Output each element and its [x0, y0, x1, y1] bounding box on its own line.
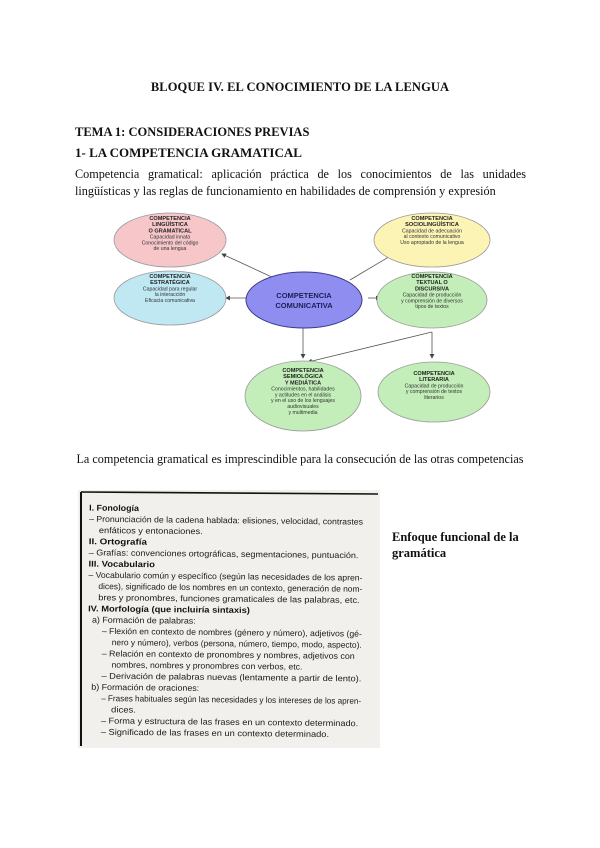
definition-line: lingüísticas y las reglas de funcionamiento en habilidades de comprensión y expresión	[75, 184, 496, 198]
node-center	[246, 272, 362, 328]
node-semiologica-body: y multimedia	[288, 409, 318, 416]
node-semiologica-body: y actitudes en el análisis	[274, 392, 332, 399]
node-center-title: COMPETENCIA	[276, 291, 332, 300]
node-textual-body: Capacidad de producción	[402, 292, 462, 299]
node-sociolinguistica-body: al contexto comunicativo	[403, 234, 461, 241]
node-semiologica-title: COMPETENCIA	[282, 368, 324, 374]
node-estrategica-body: Eficacia comunicativa	[145, 298, 195, 304]
node-semiologica-body: audiovisuales	[287, 404, 319, 410]
syllabus-line: – Flexión en contexto de nombres (género y número), adjetivos (gé-	[101, 625, 355, 639]
definition-paragraph	[75, 166, 526, 200]
node-sociolinguistica-body: Capacidad de adecuación	[402, 228, 462, 235]
syllabus-line: – Derivación de palabras nuevas (lentamente a partir de lento).	[101, 670, 336, 684]
node-textual-title: TEXTUAL O	[416, 280, 448, 287]
node-literaria-body: y comprensión de textos	[405, 389, 463, 396]
side-note-line: gramática	[392, 546, 447, 560]
node-literaria-body: literarios	[424, 395, 444, 401]
syllabus-line: bres y pronombres, funciones gramaticales de las palabras, etc.	[98, 592, 336, 605]
node-literaria-title: COMPETENCIA	[413, 371, 455, 377]
node-sociolinguistica-title: COMPETENCIA	[411, 216, 453, 222]
section-heading: 1- LA COMPETENCIA GRAMATICAL	[75, 145, 302, 160]
document-title: BLOQUE IV. EL CONOCIMIENTO DE LA LENGUA	[150, 80, 450, 94]
syllabus-line: enfáticos y entonaciones.	[98, 525, 194, 537]
node-literaria-title: LITERARIA	[419, 377, 449, 384]
node-linguistica-body: Capacidad innata	[149, 234, 191, 241]
diagram-caption: La competencia gramatical es imprescindible para la consecución de las otras competencias	[76, 452, 524, 466]
syllabus-line: dices.	[111, 704, 133, 715]
side-note-line: Enfoque funcional de la	[392, 530, 519, 544]
syllabus-line: nero y número), verbos (persona, número, tiempo, modo, aspecto).	[111, 637, 362, 650]
node-center-title: COMUNICATIVA	[275, 301, 333, 310]
node-linguistica-body: Conocimiento del código	[141, 240, 199, 247]
node-semiologica-title: SEMIOLÓGICA	[283, 374, 323, 381]
syllabus-line: – Frases habituales según las necesidades y los intereses de los apren-	[101, 693, 369, 706]
definition-line: Competencia gramatical: aplicación práctica de los conocimientos de las unidades	[75, 167, 526, 181]
competencies-diagram	[112, 212, 494, 434]
syllabus-heading: III. Vocabulario	[88, 558, 148, 570]
node-estrategica-body: Capacidad para regular	[142, 286, 198, 293]
node-linguistica-body: de una lengua	[153, 246, 187, 253]
node-semiologica-body: Conocimientos, habilidades	[271, 386, 335, 393]
arrow-textual-semiologica	[308, 332, 432, 362]
syllabus-line: – Grafías: convenciones ortográficas, segmentaciones, puntuación.	[88, 547, 339, 560]
syllabus-heading: I. Fonología	[89, 502, 137, 514]
node-sociolinguistica-title: SOCIOLINGÜÍSTICA	[405, 222, 459, 229]
syllabus-line: – Significado de las frases en un contexto determinado.	[100, 726, 308, 739]
node-linguistica-title: COMPETENCIA	[149, 216, 191, 222]
tema-heading: TEMA 1: CONSIDERACIONES PREVIAS	[75, 125, 310, 139]
syllabus-heading: II. Ortografía	[88, 536, 139, 547]
node-estrategica-title: ESTRATÉGICA	[150, 280, 190, 287]
syllabus-line: b) Formación de oraciones:	[91, 681, 194, 693]
node-estrategica-title: COMPETENCIA	[149, 274, 191, 280]
node-sociolinguistica-body: Uso apropiado de la lengua	[400, 240, 464, 246]
scanned-syllabus-image	[78, 490, 380, 748]
syllabus-line: – Relación en contexto de pronombres y nombres, adjetivos con	[101, 648, 341, 661]
syllabus-heading: IV. Morfología (que incluiría sintaxis)	[88, 603, 234, 615]
side-note	[392, 529, 532, 561]
node-semiologica-body: y en el uso de los lenguajes	[270, 398, 336, 405]
syllabus-line: nombres, nombres y pronombres con verbos, etc.	[111, 659, 297, 672]
node-textual-title: COMPETENCIA	[411, 274, 453, 280]
syllabus-line: – Vocabulario común y específico (según las necesidades de los apren-	[88, 569, 355, 583]
node-literaria-body: Capacidad de producción	[404, 383, 464, 390]
node-textual-body: tipos de textos	[415, 304, 449, 311]
node-textual-body: y comprensión de diversos	[401, 298, 463, 305]
syllabus-line: a) Formación de palabras:	[91, 614, 190, 626]
node-estrategica-body: la interacción	[154, 292, 186, 299]
node-textual-title: DISCURSIVA	[414, 286, 450, 293]
syllabus-line: – Forma y estructura de las frases en un contexto determinado.	[100, 715, 337, 728]
node-linguistica-title: LINGÜÍSTICA	[152, 222, 188, 229]
node-semiologica-title: Y MEDIÁTICA	[284, 380, 322, 387]
syllabus-line: dices), significado de los nombres en un contexto, generación de nom-	[98, 581, 361, 594]
node-linguistica-title: O GRAMATICAL	[148, 228, 192, 235]
syllabus-line: – Pronunciación de la cadena hablada: elisiones, velocidad, contrastes	[89, 513, 353, 527]
